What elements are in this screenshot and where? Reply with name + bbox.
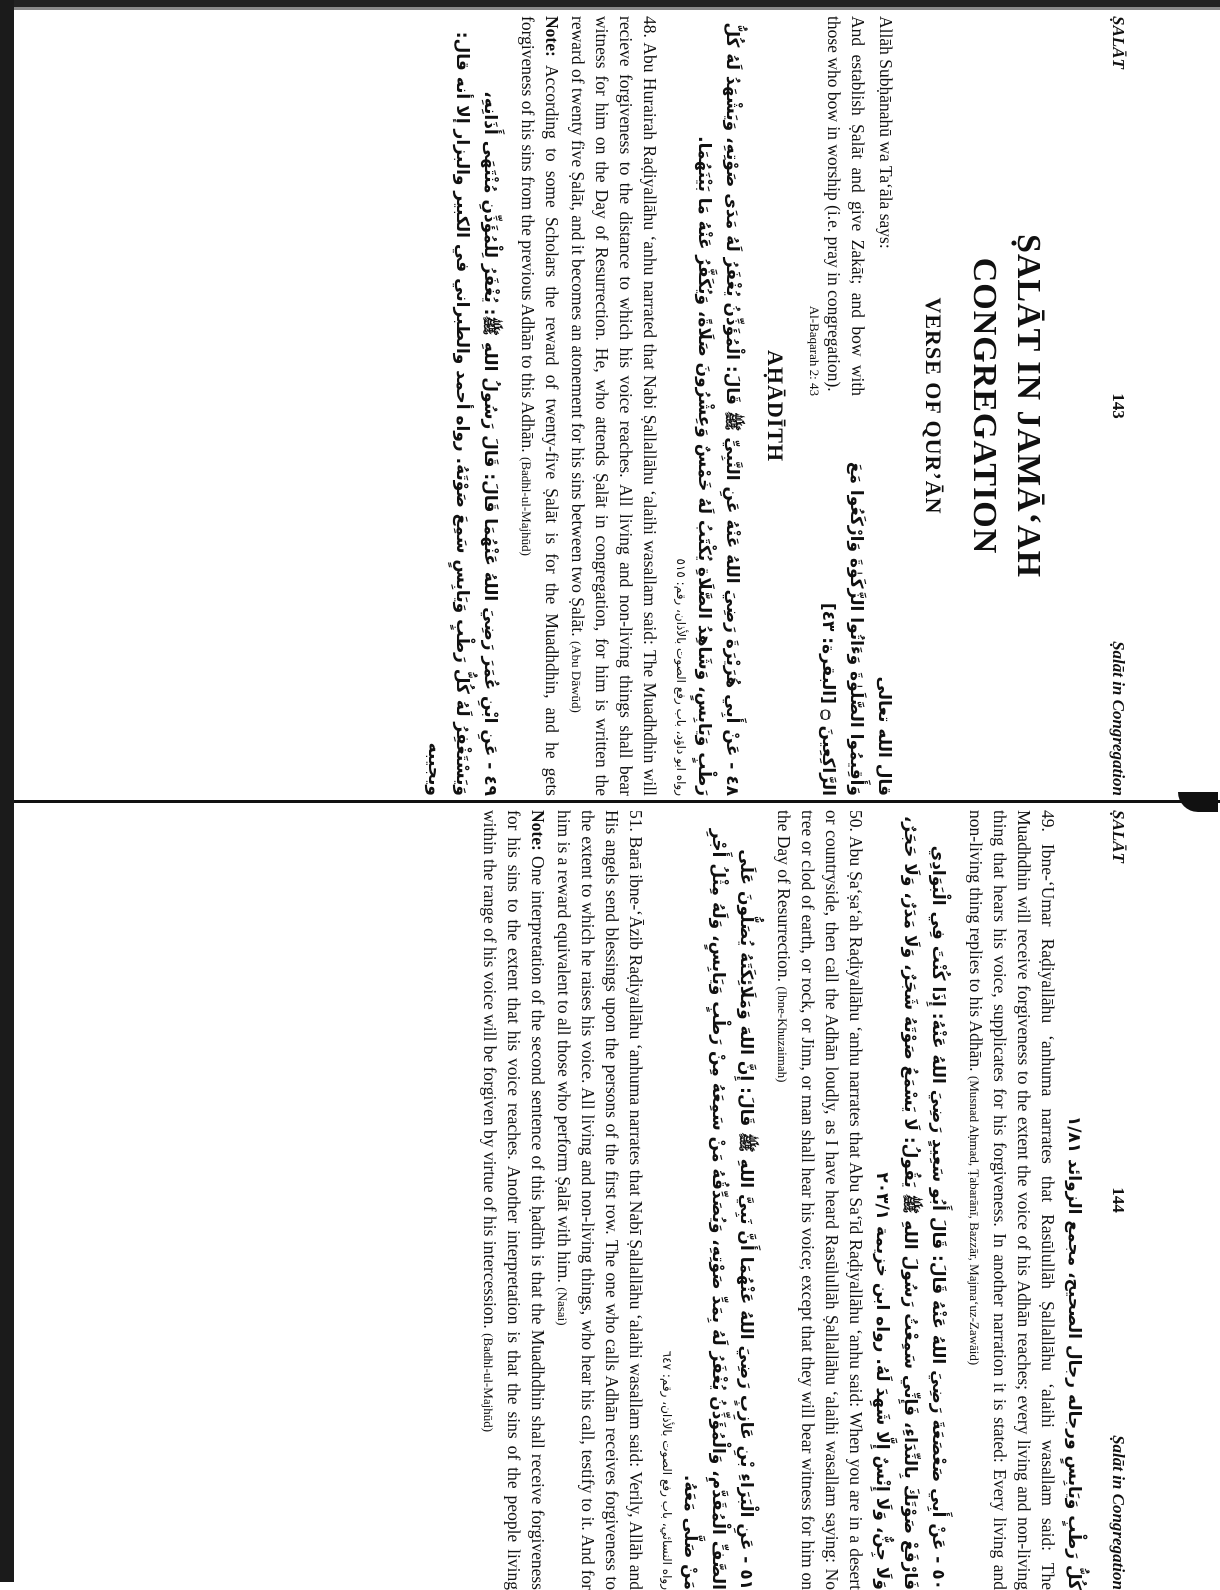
chapter-title-line1: ṢALĀT IN JAMĀ‘AH — [1010, 233, 1047, 579]
verse-translation: And establish Ṣalāt and give Zakāt; and bow with those who bow in worship (i.e. pray in congregation). — [824, 16, 868, 396]
chapter-title — [962, 16, 1050, 796]
hadith-48-note — [514, 16, 564, 796]
page-number: 143 — [1109, 393, 1128, 419]
hadith-51-arabic: ٥١ - عَنِ الْبَرَاءِ بْنِ عَازِبٍ رَضِيَ اللهُ عَنْهُمَا أَنَّ نَبِيَّ اللهِ ﷺ قَالَ: إِنَّ اللهَ وَمَلَائِكَتَهُ يُصَلُّونَ عَلَى الصَّفِّ الْمُقَدَّمِ، وَالْمُؤَذِّنُ يُغْفَرُ لَهُ بِمَدِّ صَوْتِهِ، وَيُصَدِّقُهُ مَنْ سَمِعَهُ مِنْ رَطْبٍ وَيَابِسٍ، وَلَهُ مِثْلُ أَجْرِ مَنْ صَلَّى مَعَهُ. — [680, 828, 756, 1590]
verse-intro-english: Allāh Subḥānahū wa Ta‘āla says: — [876, 16, 896, 249]
chapter-title-line2: CONGREGATION — [966, 257, 1003, 555]
hadith-51-note — [476, 810, 550, 1590]
page-144 — [58, 810, 1128, 1590]
running-header-left: ṢALĀT — [1109, 810, 1128, 863]
hadith-48-citation: (Abu Dāwūd) — [569, 640, 584, 713]
hadith-48-source: رواه ابو داؤد، باب رفع الصوت بالأذان، رقم: ٥١٥ — [674, 558, 688, 796]
hadith-49-arabic-continued: كُلُّ رَطْبٍ وَيَابِسٍ ورجاله رجال الصحيح، مجمع الزوائد ١/٨١ — [1064, 1115, 1084, 1590]
verse-reference: Al-Baqarah 2: 43 — [807, 305, 822, 396]
note-text: According to some Scholars the reward of twenty-five Ṣalāt is for the Muadhdhin, and he gets forgiveness of his sins from the previous Adhān to this Adhān. — [518, 16, 562, 796]
page-143 — [58, 16, 1128, 796]
hadith-50-text: 50. Abu Ṣa‘ṣa‘ah Raḍiyallāhu ‘anhu narrates that Abu Sa‘īd Raḍiyallāhu ‘anhu said: When you are in a desert or countryside, then call the Adhān loudly, as I have heard Rasūlullāh Ṣallallāhu ‘alaihi wasallam saying: No tree or clod of earth, or rock, or Jinn, or man shall hear his voice; except that they will bear witness for him on the Day of Resurrection. — [774, 810, 866, 1590]
note-label: Note: — [528, 810, 548, 851]
verse-english — [806, 16, 898, 396]
verse-block — [806, 16, 898, 796]
hadith-51-english — [550, 810, 648, 1590]
hadith-50-citation: (Ibne-Khuzaimah) — [775, 986, 790, 1083]
hadith-51-citation: (Nasai) — [555, 1287, 570, 1326]
note-citation: (Badhl-ul-Majhūd) — [481, 1333, 496, 1433]
hadith-49-arabic: ٤٩ - عَنِ ابْنِ عُمَرَ رَضِيَ اللهُ عَنْهُمَا قَالَ: قَالَ رَسُولُ اللهِ ﷺ: يُغْفَرُ لِلْمُؤَذِّنِ مُنْتَهَى أَذَانِهِ، وَيَسْتَغْفِرُ لَهُ كُلُّ رَطْبٍ وَيَابِسٍ سَمِعَ صَوْتَهُ. رواه أحمد والطبراني في الكبير والبزار إلا أنه قال: ويجيبه — [424, 31, 500, 796]
hadith-50-arabic: ٥٠ - عَنْ أَبِي صَعْصَعَةَ رَضِيَ اللهُ عَنْهُ قَالَ: قَالَ أَبُو سَعِيدٍ رَضِيَ اللهُ عَنْهُ: إِذَا كُنْتَ فِي الْبَوَادِي فَارْفَعْ صَوْتَكَ بِالنِّدَاءِ، فَإِنِّي سَمِعْتُ رَسُولَ اللهِ ﷺ يَقُولُ: لَا يَسْمَعُ صَوْتَهُ شَجَرٌ، وَلَا مَدَرٌ، وَلَا حَجَرٌ، وَلَا جِنٌّ، وَلَا إِنْسٌ إِلَّا شَهِدَ لَهُ. رواه ابن خزيمة ٢٠٣/١ — [872, 815, 948, 1590]
hadith-48-text: 48. Abu Hurairah Raḍiyallāhu ‘anhu narrated that Nabi Ṣallallāhu ‘alaihi wasallam said: The Muadhdhin will recieve forgiveness to the distance to which his voice reaches. All living and non-living things shall bear witness for him on the Day of Resurrection. He, who attends Ṣalāt in congregation, for him is written the reward of twenty five Ṣalāt, and it becomes an atonement for his sins between two Ṣalāt. — [568, 16, 660, 796]
note-citation: (Badhl-ul-Majhūd) — [519, 457, 534, 556]
note-label: Note: — [542, 16, 562, 57]
hadith-49-english — [962, 810, 1060, 1590]
running-header-right: Ṣalāt in Congregation — [1109, 1435, 1128, 1590]
hadith-49-text: 49. Ibne-‘Umar Raḍiyallāhu ‘anhuma narrates that Rasūlullāh Ṣallallāhu ‘alaihi wasallam said: The Muadhdhin will receive forgiveness to the extent the voice of his Adhān reaches; every living and non-living thing that hears his voice, supplicates for his forgiveness. In another narration it is stated: Every living and non-living thing replies to his Adhān. — [966, 810, 1058, 1590]
running-header — [1098, 810, 1128, 1590]
hadith-51-text: 51. Barā ibne-‘Āzib Raḍiyallāhu ‘anhuma narrates that Nabī Ṣallallāhu ‘alaihi wasallam said: Verily, Allāh and His angels send blessings upon the persons of the first row. The one who calls Adhān receives forgiveness to the extent to which he raises his voice. All living and non-living things, who hear his call, testify to it. And for him is a reward equivalent to all those who perform Ṣalāt with him. — [554, 810, 646, 1590]
hadith-48-english — [564, 16, 662, 796]
running-header — [1098, 16, 1128, 796]
note-text: One interpretation of the second sentence of this ḥadīth is that the Muadhdhin shall receive forgiveness for his sins to the extent that his voice reaches. Another interpretation is that the sins of the people living within the range of his voice will be forgiven by virtue of his intercession. — [480, 810, 548, 1590]
verse-intro-arabic: قال الله تعالى — [874, 676, 894, 796]
hadith-49-citation: (Musnad Aḥmad, Ṭabarānī, Bazzār, Majma‘uz-Zawāid) — [967, 1075, 982, 1366]
ahadith-heading: AḤĀDĪTH — [763, 349, 788, 463]
running-header-left: ṢALĀT — [1109, 16, 1128, 69]
hadith-48-arabic: ٤٨ - عَنْ أَبِي هُرَيْرَةَ رَضِيَ اللهُ عَنْهُ عَنِ النَّبِيِّ ﷺ قَالَ: الْمُؤَذِّنُ يُغْفَرُ لَهُ مَدَى صَوْتِهِ، وَيَشْهَدُ لَهُ كُلُّ رَطْبٍ وَيَابِسٍ، وَشَاهِدُ الصَّلَاةِ يُكْتَبُ لَهُ خَمْسٌ وَعِشْرُونَ صَلَاةً، وَيُكَفَّرُ عَنْهُ مَا بَيْنَهُمَا. — [694, 22, 742, 796]
running-header-right: Ṣalāt in Congregation — [1109, 641, 1128, 796]
hadith-51-source: رواه النسائي، باب رفع الصوت بالأذان، رقم: ٦٤٧ — [660, 1350, 674, 1590]
hadith-50-english — [770, 810, 868, 1590]
verse-arabic-text: وَأَقِيمُوا الصَّلَوٰةَ وَءَاتُوا الزَّكَوٰةَ وَارْكَعُوا مَعَ الرَّاكِعِينَ ۝ [البقرة: ٤٣] — [818, 461, 866, 796]
verse-arabic — [806, 436, 898, 796]
page-number: 144 — [1109, 1187, 1128, 1213]
verse-heading: VERSE OF QUR’ĀN — [921, 297, 946, 515]
